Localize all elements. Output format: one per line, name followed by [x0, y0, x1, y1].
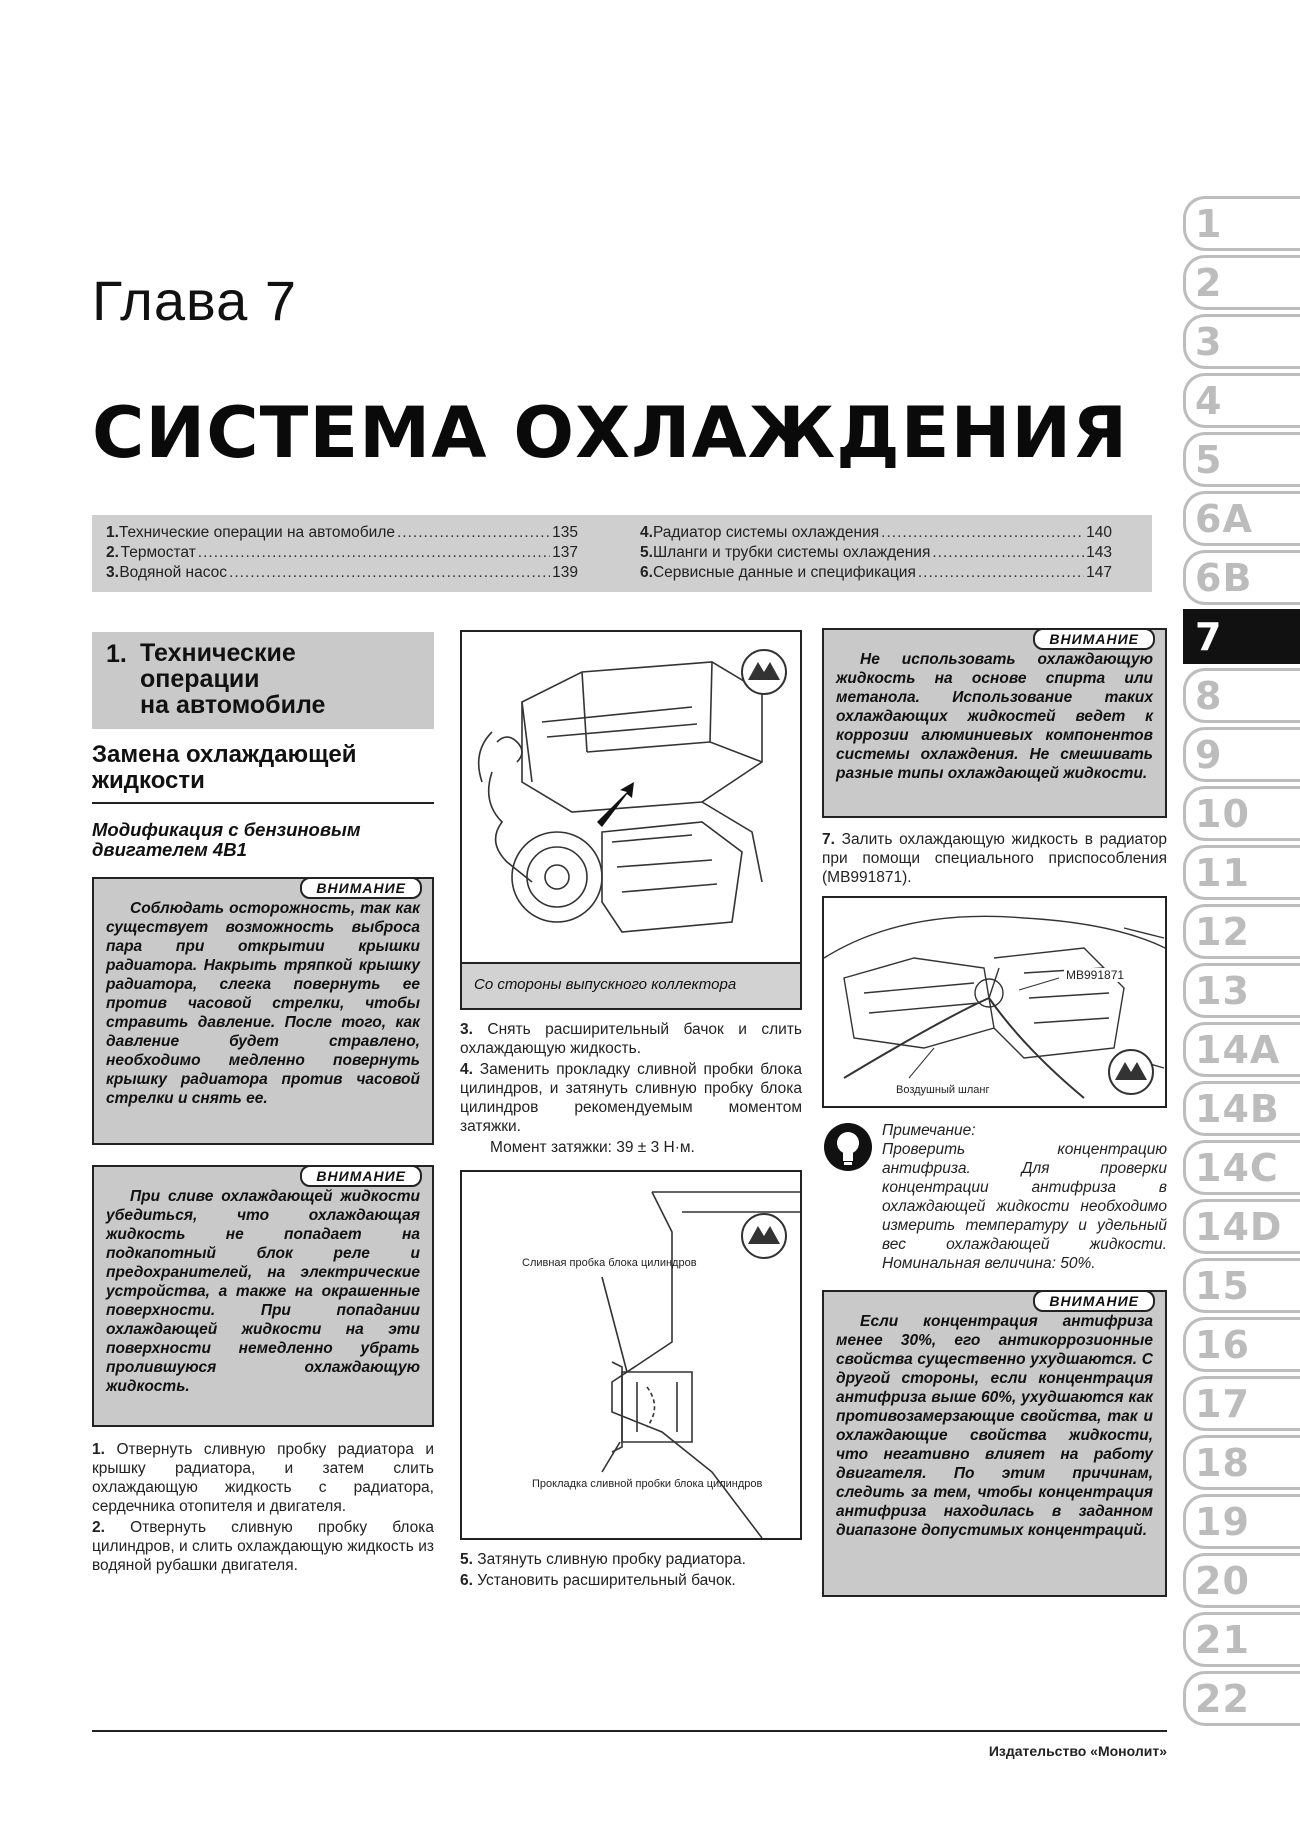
drain-plug-label-bottom — [532, 1478, 762, 1490]
steps-column-2-top — [460, 1020, 802, 1159]
subsection-heading: Замена охлаждающей жидкости — [92, 742, 434, 804]
warning-text: Соблюдать осторожность, так как существует возможность выброса пара при открытии крышки радиатора. Накрыть тряпкой крышку радиатора, слегка повернуть ее против часовой стрелки, чтобы стравить давление. После того, как давление будет стравлено, необходимо медленно повернуть крышку радиатора против часовой стрелки и снять ее. — [106, 900, 420, 1107]
section-heading-box — [92, 632, 434, 729]
step-5: 5. Затянуть сливную пробку радиатора. — [460, 1551, 746, 1568]
torque-spec: Момент затяжки: 39 ± 3 Н·м. — [490, 1139, 695, 1156]
chapter-tab-18[interactable]: 18 — [1183, 1433, 1300, 1492]
publisher-logo-icon — [740, 1212, 788, 1260]
chapter-tab-12[interactable]: 12 — [1183, 902, 1300, 961]
chapter-tab-2[interactable]: 2 — [1183, 253, 1300, 312]
toc-item[interactable]: 2. Термостат ..... 137 — [106, 543, 578, 563]
warning-box-2 — [92, 1165, 434, 1427]
warning-badge: ВНИМАНИЕ — [1033, 1290, 1155, 1312]
chapter-tab-9[interactable]: 9 — [1183, 725, 1300, 784]
chapter-label: Глава 7 — [92, 269, 297, 332]
steps-column-3 — [822, 830, 1167, 889]
step-2: 2. Отвернуть сливную пробку блока цилиндров, и слить охлаждающую жидкость из водяной рубашки двигателя. — [92, 1519, 434, 1574]
chapter-tab-22[interactable]: 22 — [1183, 1669, 1300, 1728]
modification-heading: Модификация с бензиновым двигателем 4B1 — [92, 819, 361, 860]
section-title: Технические операции на автомобиле — [140, 639, 326, 719]
chapter-tab-14b[interactable]: 14B — [1183, 1079, 1300, 1138]
note-block — [822, 1121, 1167, 1273]
chapter-tab-21[interactable]: 21 — [1183, 1610, 1300, 1669]
chapter-tab-10[interactable]: 10 — [1183, 784, 1300, 843]
drain-plug-label-top — [522, 1257, 697, 1269]
warning-badge: ВНИМАНИЕ — [300, 1165, 422, 1187]
chapter-tab-19[interactable]: 19 — [1183, 1492, 1300, 1551]
chapter-tab-11[interactable]: 11 — [1183, 843, 1300, 902]
warning-box-3 — [822, 628, 1167, 818]
note-info-icon — [822, 1121, 874, 1173]
chapter-tab-20[interactable]: 20 — [1183, 1551, 1300, 1610]
toc-column-left — [106, 523, 578, 583]
warning-text: Не использовать охлаждающую жидкость на основе спирта или метанола. Использование таких охлаждающих жидкостей ведет к коррозии алюминиевых компонентов системы охлаждения. Не смешивать разные типы охлаждающей жидкости. — [836, 651, 1153, 782]
steps-column-1 — [92, 1440, 434, 1577]
chapter-tab-1[interactable]: 1 — [1183, 194, 1300, 253]
warning-box-1 — [92, 877, 434, 1145]
warning-badge: ВНИМАНИЕ — [300, 877, 422, 899]
step-7: 7. Залить охлаждающую жидкость в радиатор при помощи специального приспособления (MB991871). — [822, 831, 1167, 886]
chapter-title: СИСТЕМА ОХЛАЖДЕНИЯ — [92, 392, 1129, 474]
chapter-tab-8[interactable]: 8 — [1183, 666, 1300, 725]
warning-box-4 — [822, 1290, 1167, 1597]
note-text: Проверить концентрацию антифриза. Для проверки концентрации антифриза в охлаждающей жидкости необходимо измерить температуру и удельный вес охлаждающей жидкости. Номинальная величина: 50%. — [882, 1141, 1167, 1272]
tool-code-label: MB991871 — [1066, 968, 1125, 982]
toc-item[interactable]: 5. Шланги и трубки системы охлаждения ..... 143 — [640, 543, 1112, 563]
step-1: 1. Отвернуть сливную пробку радиатора и крышку радиатора, и затем слить охлаждающую жидкость с радиатора, сердечника отопителя и двигателя. — [92, 1441, 434, 1515]
chapter-tab-14c[interactable]: 14C — [1183, 1138, 1300, 1197]
chapter-tab-5[interactable]: 5 — [1183, 430, 1300, 489]
chapter-tabs — [1183, 194, 1300, 1728]
warning-text: При сливе охлаждающей жидкости убедиться, что охлаждающая жидкость не попадает на подкапотный блок реле и предохранителей, на электрические устройства, а также на окрашенные поверхности. При попадании охлаждающей жидкости на эти поверхности немедленно убрать пролившуюся охлаждающую жидкость. — [106, 1188, 420, 1395]
drain-arrow-icon — [597, 782, 634, 827]
publisher-footer: Издательство «Монолит» — [988, 1743, 1167, 1759]
chapter-tab-6b[interactable]: 6B — [1183, 548, 1300, 607]
publisher-logo-icon — [740, 648, 788, 696]
step-3: 3. Снять расширительный бачок и слить охлаждающую жидкость. — [460, 1021, 803, 1057]
chapter-tab-3[interactable]: 3 — [1183, 312, 1300, 371]
footer-divider — [92, 1730, 1167, 1732]
filling-tool-figure — [822, 896, 1167, 1108]
svg-text:Прокладка сливной пробки блока: Прокладка сливной пробки блока цилиндров — [532, 1478, 763, 1490]
step-6: 6. Установить расширительный бачок. — [460, 1572, 736, 1589]
air-hose-label: Воздушный шланг — [896, 1084, 990, 1096]
toc-item[interactable]: 4. Радиатор системы охлаждения ..... 140 — [640, 523, 1112, 543]
chapter-tab-17[interactable]: 17 — [1183, 1374, 1300, 1433]
step-4: 4. Заменить прокладку сливной пробки блока цилиндров, и затянуть сливную пробку блока цилиндров рекомендуемым моментом затяжки. — [460, 1061, 803, 1135]
svg-text:Сливная пробка блока цилиндров: Сливная пробка блока цилиндров — [522, 1257, 697, 1269]
chapter-tab-14a[interactable]: 14A — [1183, 1020, 1300, 1079]
table-of-contents — [92, 515, 1152, 592]
chapter-tab-4[interactable]: 4 — [1183, 371, 1300, 430]
warning-text: Если концентрация антифриза менее 30%, его антикоррозионные свойства существенно ухудшаются. С другой стороны, если концентрация антифриза выше 60%, ухудшаются как противозамерзающие свойства, так и охлаждающие свойства жидкости, что негативно влияет на работу двигателя. По этим причинам, следить за тем, чтобы концентрация антифриза находилась в заданном диапазоне допустимых концентраций. — [836, 1313, 1153, 1539]
publisher-logo-icon — [1107, 1048, 1155, 1096]
toc-column-right — [640, 523, 1112, 583]
chapter-tab-7-active[interactable]: 7 — [1183, 607, 1300, 666]
chapter-tab-15[interactable]: 15 — [1183, 1256, 1300, 1315]
drain-plug-figure — [460, 1170, 802, 1540]
chapter-tab-13[interactable]: 13 — [1183, 961, 1300, 1020]
chapter-tab-14d[interactable]: 14D — [1183, 1197, 1300, 1256]
note-title: Примечание: — [882, 1122, 976, 1139]
figure-caption: Со стороны выпускного коллектора — [462, 962, 800, 1008]
toc-item[interactable]: 6. Сервисные данные и спецификация ..... 147 — [640, 563, 1112, 583]
toc-item[interactable]: 3. Водяной насос ..... 139 — [106, 563, 578, 583]
steps-column-2-bottom — [460, 1550, 802, 1592]
chapter-tab-16[interactable]: 16 — [1183, 1315, 1300, 1374]
engine-figure — [460, 630, 802, 1010]
chapter-tab-6a[interactable]: 6A — [1183, 489, 1300, 548]
toc-item[interactable]: 1. Технические операции на автомобиле ..... 135 — [106, 523, 578, 543]
warning-badge: ВНИМАНИЕ — [1033, 628, 1155, 650]
section-number: 1. — [106, 640, 127, 668]
